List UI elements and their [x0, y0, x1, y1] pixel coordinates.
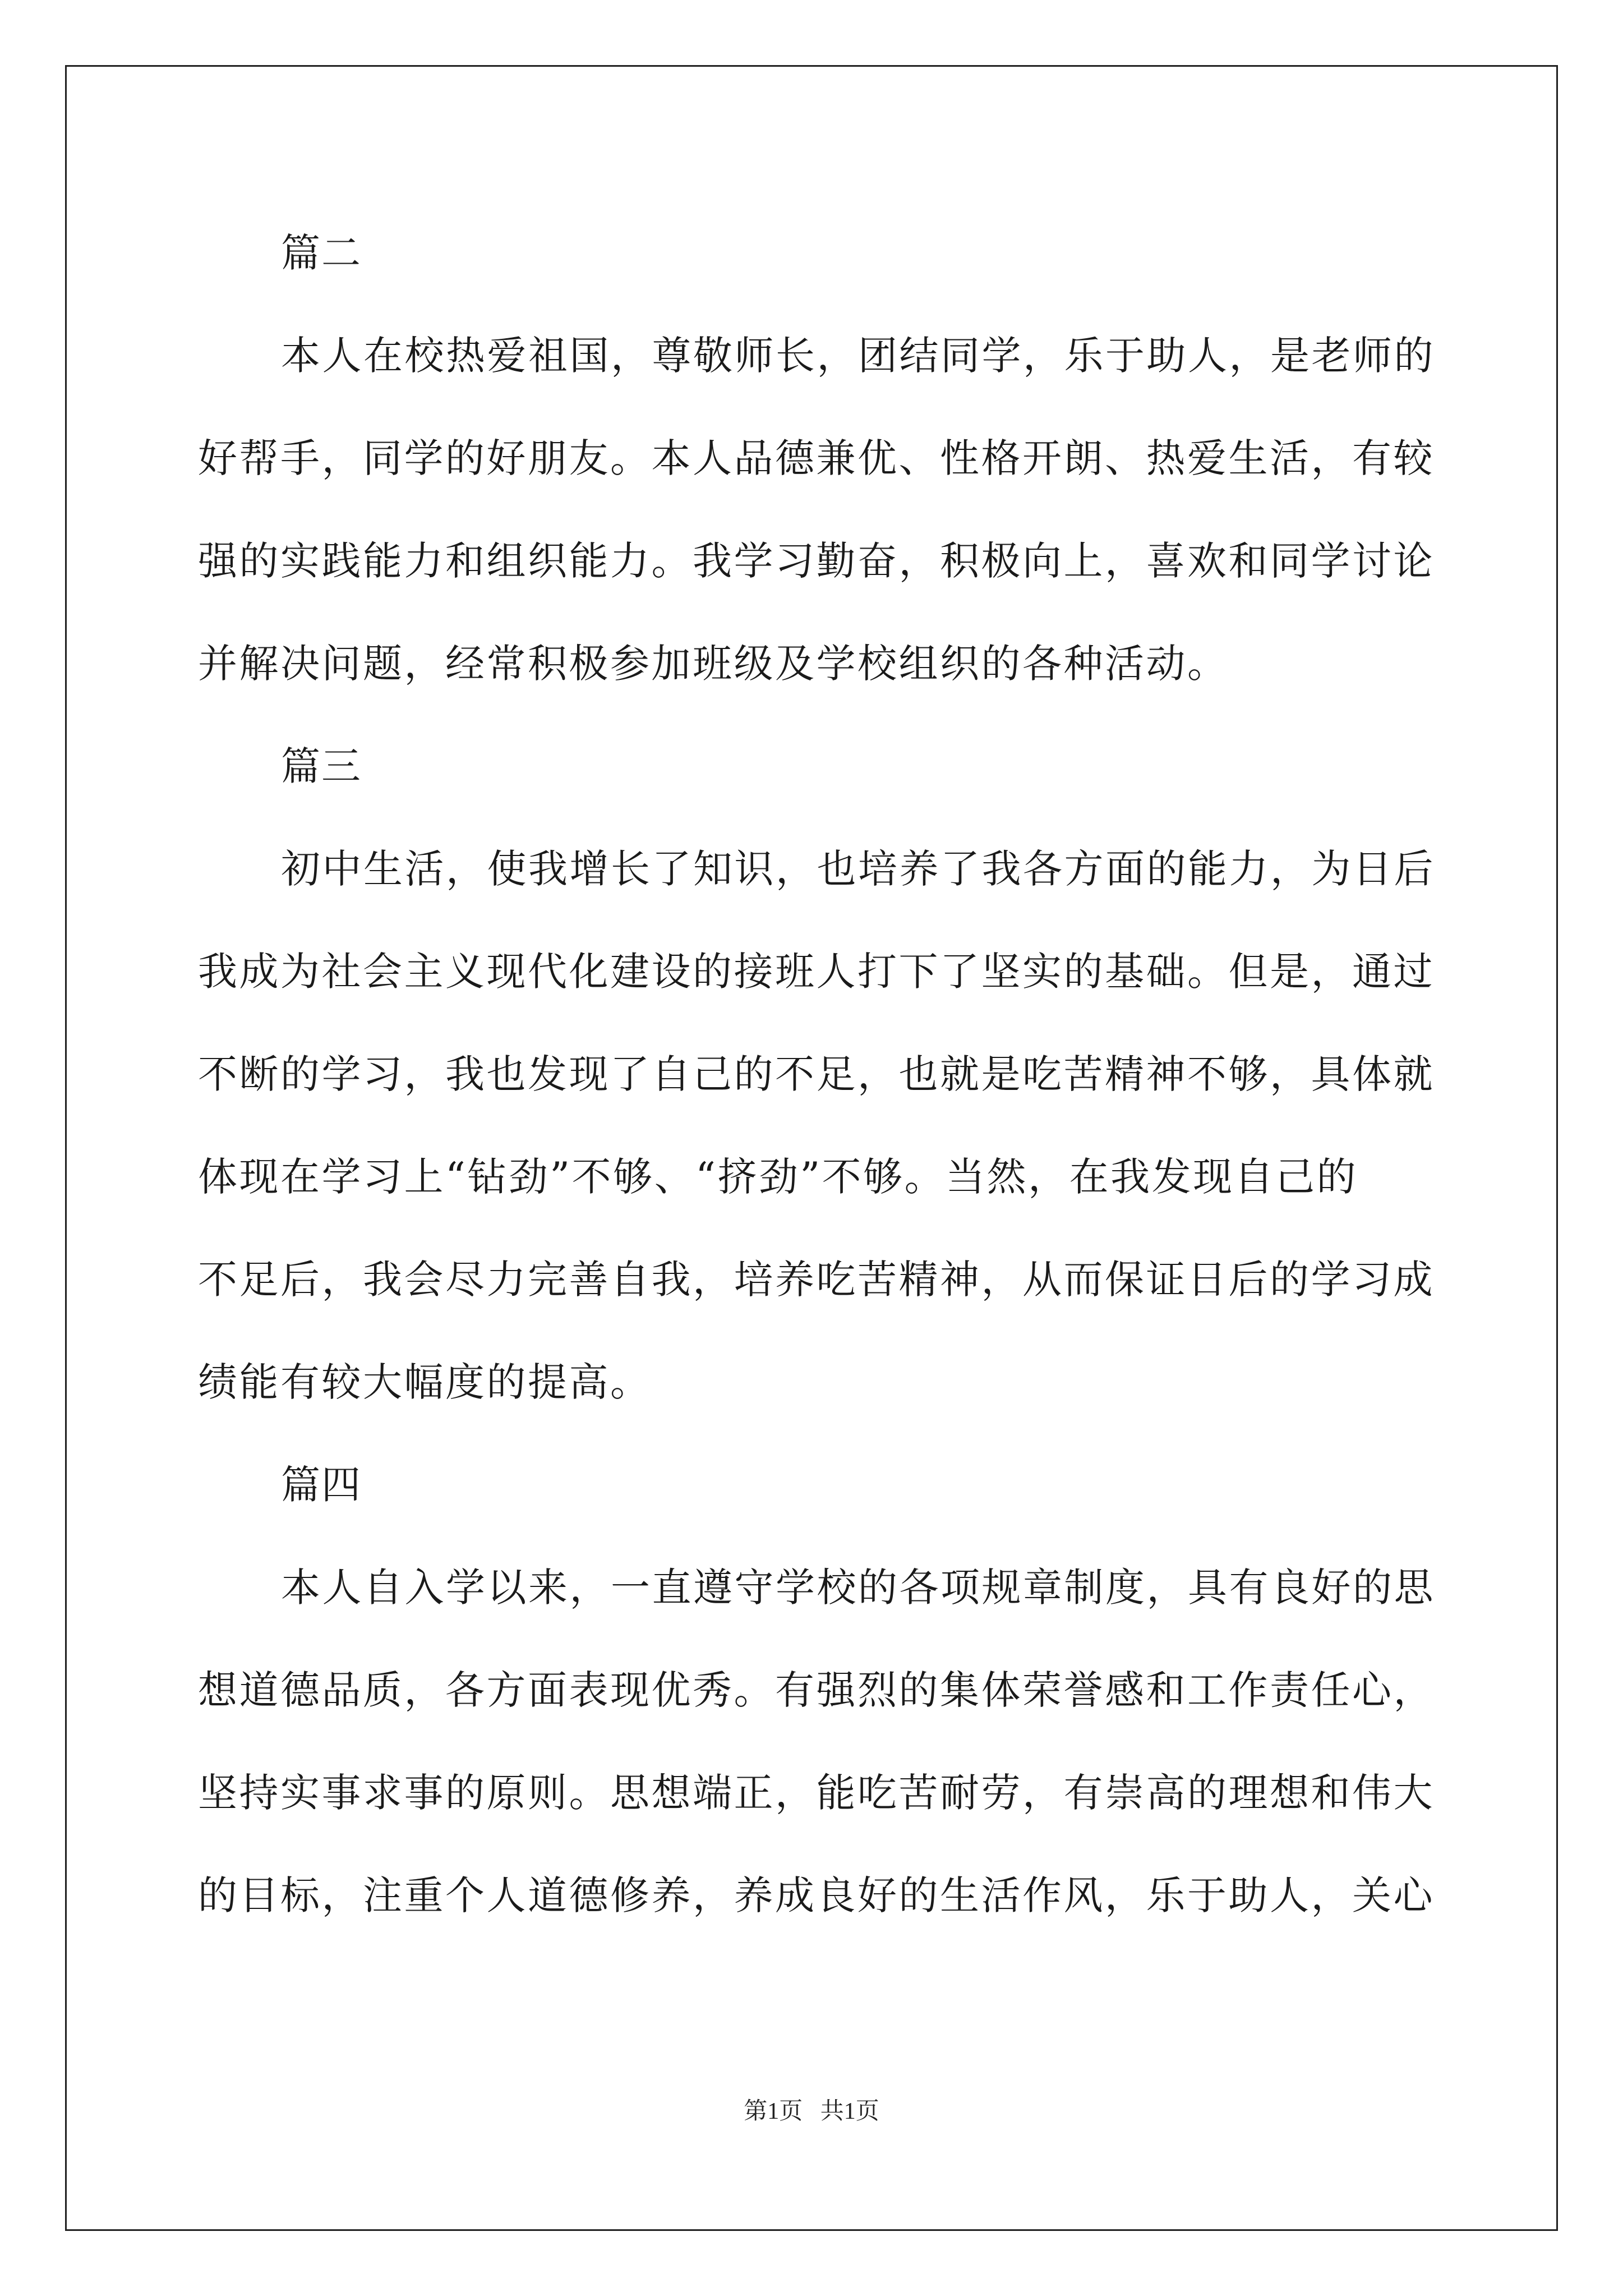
paragraph: [198, 818, 1435, 1434]
paragraph-line: 体现在学习上“钻劲”不够、“挤劲”不够。当然，在我发现自己的: [198, 1154, 1358, 1200]
paragraph-line: 不足后，我会尽力完善自我，培养吃苦精神，从而保证日后的学习成: [198, 1257, 1435, 1303]
section-2: [198, 202, 1435, 715]
paragraph-line: 坚持实事求事的原则。思想端正，能吃苦耐劳，有崇高的理想和伟大: [198, 1770, 1435, 1816]
paragraph-line: 我成为社会主义现代化建设的接班人打下了坚实的基础。但是，通过: [198, 949, 1435, 995]
section-3: [198, 715, 1435, 1434]
paragraph-line: 并解决问题，经常积极参加班级及学校组织的各种活动。: [198, 641, 1229, 687]
paragraph-line: 绩能有较大幅度的提高。: [198, 1359, 652, 1405]
paragraph-line: 好帮手，同学的好朋友。本人品德兼优、性格开朗、热爱生活，有较: [198, 435, 1435, 481]
paragraph: [198, 305, 1435, 715]
paragraph-line: 本人在校热爱祖国，尊敬师长，团结同学，乐于助人，是老师的: [281, 333, 1435, 379]
section-4: [198, 1434, 1435, 1947]
paragraph-line: 不断的学习，我也发现了自己的不足，也就是吃苦精神不够，具体就: [198, 1051, 1435, 1097]
paragraph-line: 想道德品质，各方面表现优秀。有强烈的集体荣誉感和工作责任心，: [198, 1667, 1435, 1713]
document-body: [198, 202, 1435, 1947]
section-heading: 篇四: [281, 1462, 362, 1508]
paragraph-line: 的目标，注重个人道德修养，养成良好的生活作风，乐于助人，关心: [198, 1872, 1435, 1918]
paragraph: [198, 1536, 1435, 1947]
section-heading: 篇二: [281, 230, 362, 276]
paragraph-line: 初中生活，使我增长了知识，也培养了我各方面的能力，为日后: [281, 846, 1435, 892]
section-heading: 篇三: [281, 743, 362, 789]
page-footer: 第1页 共1页: [744, 2099, 879, 2124]
paragraph-line: 本人自入学以来，一直遵守学校的各项规章制度，具有良好的思: [281, 1565, 1435, 1611]
paragraph-line: 强的实践能力和组织能力。我学习勤奋，积极向上，喜欢和同学讨论: [198, 538, 1435, 584]
